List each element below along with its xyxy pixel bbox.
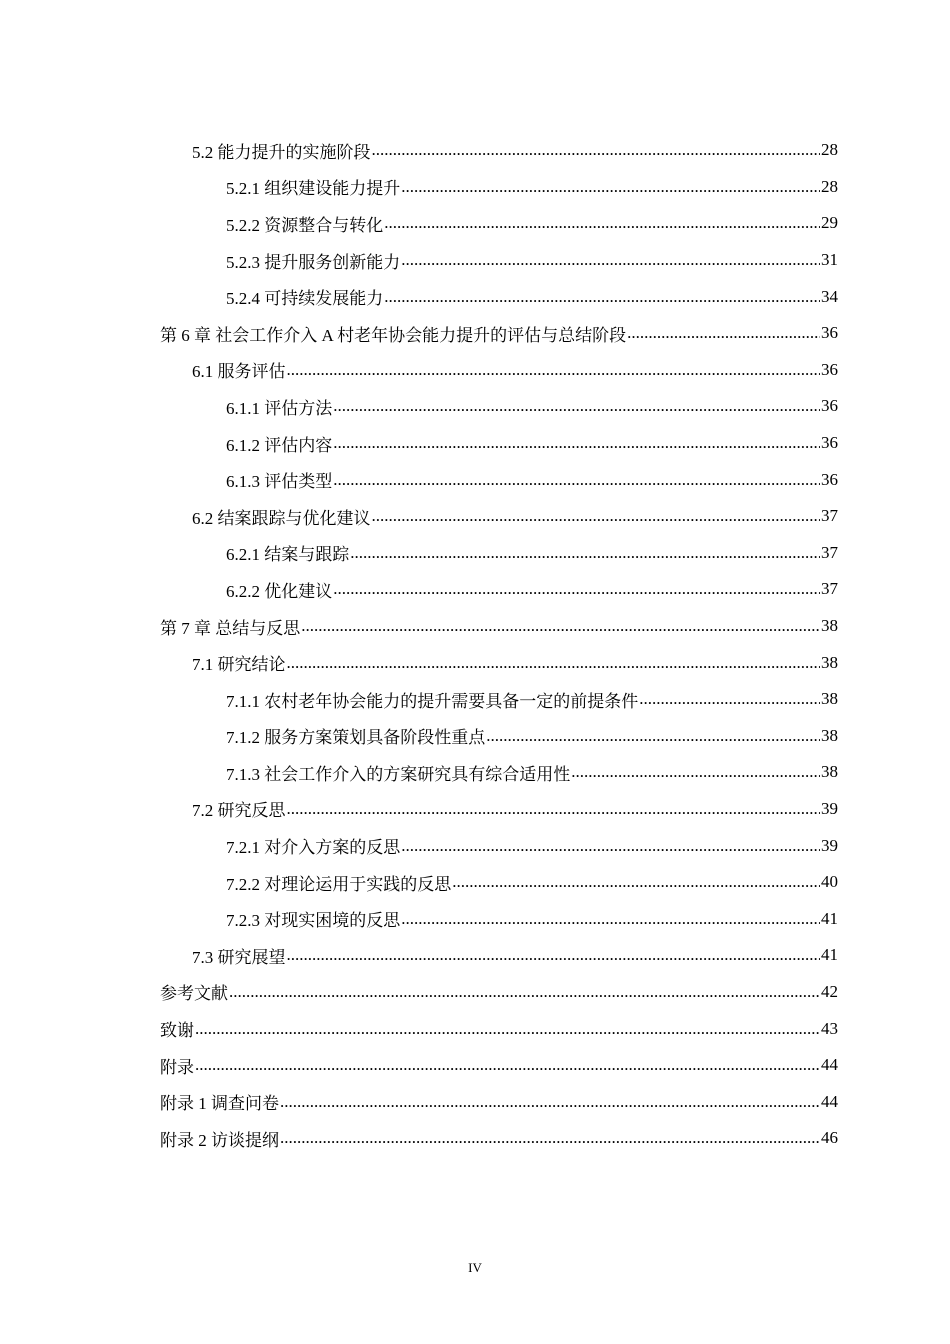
dot-leader — [287, 945, 821, 965]
toc-entry-page: 44 — [821, 1055, 838, 1075]
toc-entry-title: 5.2 能力提升的实施阶段 — [192, 142, 371, 162]
toc-entry-page: 34 — [821, 286, 838, 306]
toc-entry[interactable] — [160, 425, 838, 462]
toc-entry-page: 41 — [821, 908, 838, 928]
dot-leader — [333, 579, 820, 599]
toc-entry-title: 附录 2 访谈提纲 — [160, 1130, 279, 1150]
dot-leader — [384, 287, 820, 307]
toc-entry[interactable] — [160, 535, 838, 572]
dot-leader — [486, 726, 820, 746]
toc-entry[interactable] — [160, 608, 838, 645]
toc-entry-page: 36 — [821, 359, 838, 379]
toc-entry-title: 第 7 章 总结与反思 — [160, 618, 301, 638]
toc-entry-title: 7.1.3 社会工作介入的方案研究具有综合适用性 — [226, 764, 571, 784]
toc-entry[interactable] — [160, 461, 838, 498]
toc-entry-page: 36 — [821, 469, 838, 489]
dot-leader — [401, 836, 820, 856]
dot-leader — [280, 1128, 820, 1148]
toc-entry[interactable] — [160, 1047, 838, 1084]
toc-entry-page: 28 — [821, 140, 838, 160]
toc-entry[interactable] — [160, 498, 838, 535]
toc-entry-page: 39 — [821, 798, 838, 818]
toc-entry-title: 7.2.2 对理论运用于实践的反思 — [226, 874, 452, 894]
dot-leader — [384, 213, 820, 233]
dot-leader — [350, 543, 820, 563]
toc-entry-page: 36 — [821, 433, 838, 453]
toc-entry[interactable] — [160, 169, 838, 206]
dot-leader — [571, 762, 820, 782]
toc-entry-page: 37 — [821, 579, 838, 599]
toc-entry-page: 38 — [821, 762, 838, 782]
toc-entry-page: 38 — [821, 725, 838, 745]
toc-entry[interactable] — [160, 791, 838, 828]
dot-leader — [452, 872, 820, 892]
toc-entry-page: 29 — [821, 213, 838, 233]
dot-leader — [639, 689, 820, 709]
dot-leader — [401, 909, 820, 929]
toc-entry-title: 6.2.1 结案与跟踪 — [226, 545, 350, 565]
toc-entry-title: 5.2.4 可持续发展能力 — [226, 289, 384, 309]
toc-entry-title: 致谢 — [160, 1021, 194, 1041]
toc-entry[interactable] — [160, 754, 838, 791]
toc-entry-title: 6.1 服务评估 — [192, 362, 286, 382]
dot-leader — [333, 433, 820, 453]
dot-leader — [333, 470, 820, 490]
toc-entry-page: 38 — [821, 652, 838, 672]
toc-entry-page: 41 — [821, 945, 838, 965]
toc-entry-title: 7.2.3 对现实困境的反思 — [226, 911, 401, 931]
toc-entry-title: 5.2.3 提升服务创新能力 — [226, 252, 401, 272]
toc-entry[interactable] — [160, 242, 838, 279]
dot-leader — [372, 506, 821, 526]
dot-leader — [287, 653, 821, 673]
toc-entry-title: 7.1 研究结论 — [192, 655, 286, 675]
toc-entry-title: 6.2.2 优化建议 — [226, 581, 333, 601]
toc-entry[interactable] — [160, 827, 838, 864]
toc-entry-title: 7.1.1 农村老年协会能力的提升需要具备一定的前提条件 — [226, 691, 639, 711]
toc-entry-page: 38 — [821, 616, 838, 636]
toc-entry[interactable] — [160, 132, 838, 169]
toc-entry-title: 6.1.3 评估类型 — [226, 472, 333, 492]
toc-entry-page: 37 — [821, 542, 838, 562]
toc-entry-title: 第 6 章 社会工作介入 A 村老年协会能力提升的评估与总结阶段 — [160, 325, 627, 345]
toc-entry[interactable] — [160, 1120, 838, 1157]
toc-entry[interactable] — [160, 388, 838, 425]
toc-entry-title: 参考文献 — [160, 984, 228, 1004]
toc-entry[interactable] — [160, 718, 838, 755]
dot-leader — [627, 323, 820, 343]
toc-entry[interactable] — [160, 644, 838, 681]
toc-entry[interactable] — [160, 1010, 838, 1047]
toc-entry-page: 46 — [821, 1128, 838, 1148]
toc-entry-title: 7.1.2 服务方案策划具备阶段性重点 — [226, 728, 486, 748]
toc-entry-page: 40 — [821, 872, 838, 892]
toc-entry[interactable] — [160, 864, 838, 901]
dot-leader — [401, 250, 820, 270]
toc-entry[interactable] — [160, 315, 838, 352]
toc-entry-title: 6.2 结案跟踪与优化建议 — [192, 508, 371, 528]
toc-entry-title: 7.2.1 对介入方案的反思 — [226, 838, 401, 858]
toc-entry-title: 5.2.1 组织建设能力提升 — [226, 179, 401, 199]
dot-leader — [287, 360, 821, 380]
dot-leader — [280, 1092, 820, 1112]
toc-entry[interactable] — [160, 205, 838, 242]
toc-entry-title: 5.2.2 资源整合与转化 — [226, 215, 384, 235]
dot-leader — [401, 177, 820, 197]
toc-entry-page: 39 — [821, 835, 838, 855]
toc-entry[interactable] — [160, 1083, 838, 1120]
dot-leader — [333, 396, 820, 416]
toc-entry-page: 44 — [821, 1091, 838, 1111]
toc-entry[interactable] — [160, 937, 838, 974]
dot-leader — [229, 982, 820, 1002]
toc-entry[interactable] — [160, 681, 838, 718]
toc-entry-page: 31 — [821, 250, 838, 270]
dot-leader — [195, 1055, 820, 1075]
toc-entry-title: 附录 — [160, 1057, 194, 1077]
dot-leader — [287, 799, 821, 819]
toc-entry-page: 36 — [821, 396, 838, 416]
toc-entry-page: 38 — [821, 689, 838, 709]
toc-entry[interactable] — [160, 900, 838, 937]
table-of-contents — [160, 132, 838, 1157]
dot-leader — [195, 1019, 820, 1039]
toc-entry-title: 7.3 研究展望 — [192, 947, 286, 967]
dot-leader — [301, 616, 820, 636]
page-number-footer: IV — [468, 1260, 482, 1275]
toc-entry-title: 附录 1 调查问卷 — [160, 1094, 279, 1114]
toc-entry-page: 36 — [821, 323, 838, 343]
toc-entry[interactable] — [160, 974, 838, 1011]
toc-entry[interactable] — [160, 352, 838, 389]
toc-entry[interactable] — [160, 571, 838, 608]
toc-entry-page: 28 — [821, 176, 838, 196]
toc-entry[interactable] — [160, 278, 838, 315]
toc-entry-page: 43 — [821, 1018, 838, 1038]
toc-entry-title: 6.1.2 评估内容 — [226, 435, 333, 455]
toc-entry-title: 7.2 研究反思 — [192, 801, 286, 821]
toc-entry-page: 42 — [821, 981, 838, 1001]
toc-entry-title: 6.1.1 评估方法 — [226, 398, 333, 418]
toc-entry-page: 37 — [821, 506, 838, 526]
dot-leader — [372, 140, 821, 160]
